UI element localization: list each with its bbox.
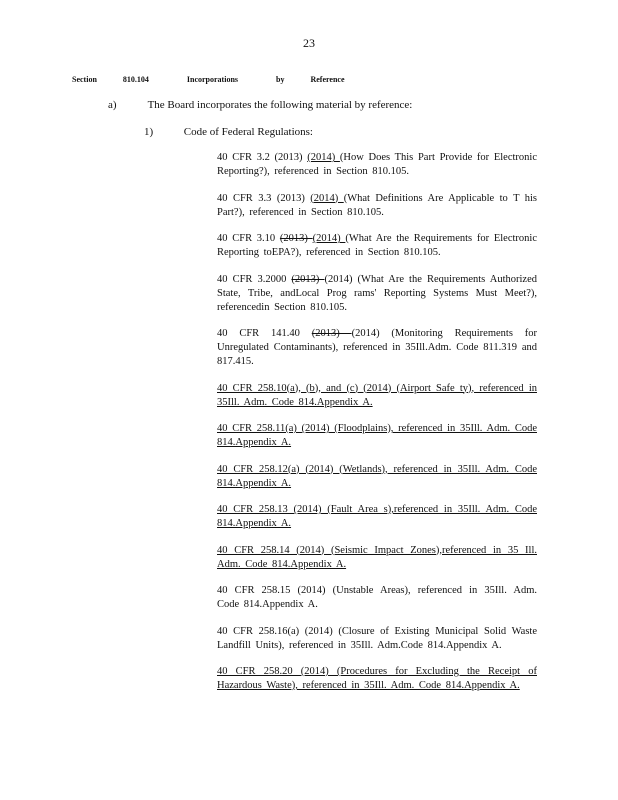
subsection-1-marker: 1) [144,126,154,138]
section-title-word-3: Reference [310,75,345,84]
section-title-word-2: by [276,75,285,84]
cfr-entry-list [217,151,537,706]
entry-text: 40 CFR 3.2 (2013) [217,152,308,163]
inserted-text: (2014) [307,152,340,163]
cfr-entry-new: 40 CFR 258.10(a), (b), and (c) (2014) (Airport Safe ty), referenced in 35Ill. Adm. Code 814.Appendix A. [217,382,537,408]
page-number: 23 [303,36,315,50]
entry-text: (2014) (Monitoring Requirements for Unregulated Contaminants), referenced in 35Ill.Adm. Code 811.319 and 817.415. [217,328,537,367]
cfr-entry [217,151,537,179]
cfr-entry [217,192,537,220]
entry-text: (What Definitions Are Applicable to T his Part?), referenced in Section 810.105. [217,192,537,218]
cfr-entry [217,273,537,315]
entry-text: 40 CFR 141.40 [217,328,312,339]
section-title-word-1: Incorporations [186,75,239,84]
cfr-entry-new: 40 CFR 258.13 (2014) (Fault Area s),referenced in 35Ill. Adm. Code 814.Appendix A. [217,504,537,529]
cfr-entry [217,232,537,260]
inserted-text: (2014) [312,233,346,244]
section-label: Section [72,75,97,84]
entry-text: 40 CFR 3.2000 [217,273,292,285]
subsection-a-marker: a) [108,99,117,111]
entry-text: (What Are the Requirements for Electronic Reporting toEPA?), referenced in Section 810.105. [217,233,537,258]
struck-text: (2013) [279,233,313,244]
entry-text: (How Does This Part Provide for Electronic Reporting?), referenced in Section 810.105. [217,152,537,177]
cfr-entry [217,327,537,369]
struck-text: (2013) [311,328,352,339]
subsection-1 [144,126,313,138]
subsection-a [108,99,412,111]
struck-text: (2013) [291,273,325,285]
cfr-entry-new: 40 CFR 258.20 (2014) (Procedures for Excluding the Receipt of Hazardous Waste), referenced in 35Ill. Adm. Code 814.Appendix A. [217,666,537,691]
cfr-entry-new: 40 CFR 258.12(a) (2014) (Wetlands), referenced in 35Ill. Adm. Code 814.Appendix A. [217,463,537,489]
subsection-a-text: The Board incorporates the following material by reference: [147,99,413,111]
cfr-entry-new: 40 CFR 258.14 (2014) (Seismic Impact Zones),referenced in 35 Ill. Adm. Code 814.Appendix A. [217,544,537,570]
cfr-entry: 40 CFR 258.15 (2014) (Unstable Areas), referenced in 35Ill. Adm. Code 814.Appendix A. [217,585,537,610]
entry-text: (2014) (What Are the Requirements Authorized State, Tribe, andLocal Prog rams' Reporting Systems Must Meet?), referencedin Section 810.105. [217,273,537,313]
section-heading [72,75,369,84]
cfr-entry-new: 40 CFR 258.11(a) (2014) (Floodplains), referenced in 35Ill. Adm. Code 814.Appendix A. [217,423,537,448]
inserted-text: (2014) [310,192,344,204]
entry-text: 40 CFR 3.10 [217,233,280,244]
subsection-1-text: Code of Federal Regulations: [183,126,313,138]
cfr-entry: 40 CFR 258.16(a) (2014) (Closure of Existing Municipal Solid Waste Landfill Units), referenced in 35Ill. Adm.Code 814.Appendix A. [217,625,537,651]
entry-text: 40 CFR 3.3 (2013) [217,192,311,204]
section-number: 810.104 [122,75,149,84]
